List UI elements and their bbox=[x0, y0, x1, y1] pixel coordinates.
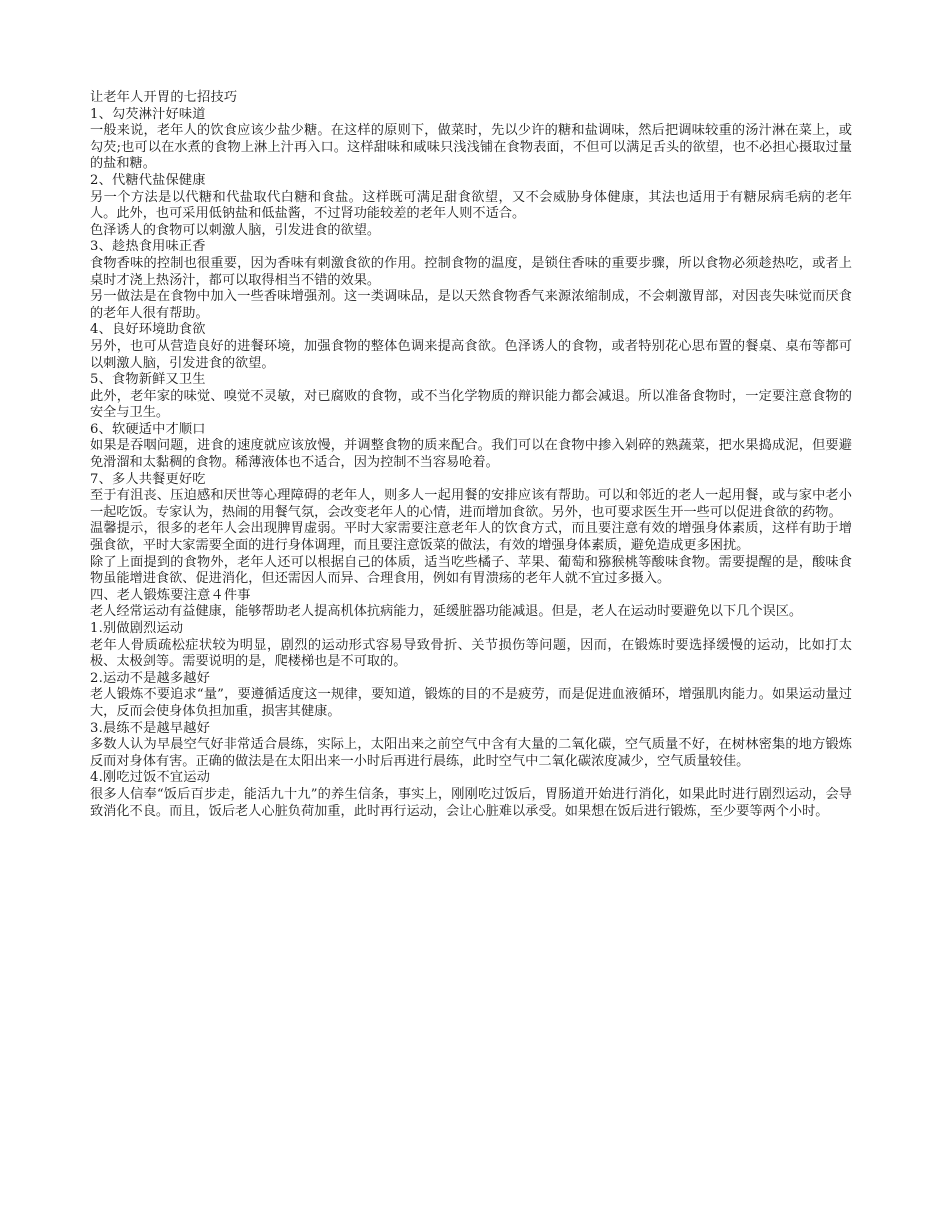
section-heading: 四、老人锻炼要注意４件事 bbox=[90, 587, 251, 603]
paragraph: 如果是吞咽问题，进食的速度就应该放慢，并调整食物的质来配合。我们可以在食物中掺入剁碎的熟蔬菜，把水果捣成泥，但要避免滑溜和太黏稠的食物。稀薄液体也不适合，因为控制不当容易呛着。 bbox=[90, 438, 852, 471]
section-heading: 6、软硬适中才顺口 bbox=[90, 421, 206, 437]
paragraph: 至于有沮丧、压迫感和厌世等心理障碍的老年人，则多人一起用餐的安排应该有帮助。可以和邻近的老人一起用餐，或与家中老小一起吃饭。专家认为，热闹的用餐气氛，会改变老年人的心情，进而增加食欲。另外，也可要求医生开一些可以促进食欲的药物。 bbox=[90, 488, 852, 520]
paragraph: 老人锻炼不要追求“量”，要遵循适度这一规律，要知道，锻炼的目的不是疲劳，而是促进血液循环，增强肌肉能力。如果运动量过大，反而会使身体负担加重，损害其健康。 bbox=[90, 687, 852, 719]
paragraph: 另一个方法是以代糖和代盐取代白糖和食盐。这样既可满足甜食欲望，又不会威胁身体健康，其法也适用于有糖尿病毛病的老年人。此外，也可采用低钠盐和低盐酱，不过肾功能较差的老年人则不适合。 bbox=[90, 189, 852, 222]
paragraph: 老人经常运动有益健康，能够帮助老人提高机体抗病能力，延缓脏器功能减退。但是，老人在运动时要避免以下几个误区。 bbox=[90, 604, 803, 620]
paragraph: 温馨提示，很多的老年人会出现脾胃虚弱。平时大家需要注意老年人的饮食方式，而且要注意有效的增强身体素质，这样有助于增强食欲，平时大家需要全面的进行身体调理，而且要注意饭菜的做法，有效的增强身体素质，避免造成更多困扰。 bbox=[90, 521, 852, 554]
paragraph: 一般来说，老年人的饮食应该少盐少糖。在这样的原则下，做菜时，先以少许的糖和盐调味，然后把调味较重的汤汁淋在菜上，或勾芡;也可以在水煮的食物上淋上汁再入口。这样甜味和咸味只浅浅铺在食物表面，不但可以满足舌头的欲望，也不必担心摄取过量的盐和糖。 bbox=[90, 123, 852, 172]
section-heading: 4.刚吃过饭不宜运动 bbox=[90, 770, 211, 786]
document-body bbox=[90, 90, 852, 820]
document-content bbox=[90, 107, 852, 821]
section-heading: 2.运动不是越多越好 bbox=[90, 670, 211, 686]
section-heading: 5、食物新鲜又卫生 bbox=[90, 372, 206, 388]
paragraph: 此外，老年家的味觉、嗅觉不灵敏，对已腐败的食物，或不当化学物质的辩识能力都会减退。所以准备食物时，一定要注意食物的安全与卫生。 bbox=[90, 388, 852, 421]
paragraph: 多数人认为早晨空气好非常适合晨练，实际上，太阳出来之前空气中含有大量的二氧化碳，空气质量不好，在树林密集的地方锻炼反而对身体有害。正确的做法是在太阳出来一小时后再进行晨练，此时空气中二氧化碳浓度减少，空气质量较佳。 bbox=[90, 737, 852, 769]
paragraph: 另外，也可从营造良好的进餐环境，加强食物的整体色调来提高食欲。色泽诱人的食物，或者特别花心思布置的餐桌、桌布等都可以刺激人脑，引发进食的欲望。 bbox=[90, 338, 852, 371]
section-heading: 7、多人共餐更好吃 bbox=[90, 471, 206, 487]
section-heading: 1、勾芡淋汁好味道 bbox=[90, 106, 206, 122]
paragraph: 很多人信奉“饭后百步走，能活九十九”的养生信条，事实上，刚刚吃过饭后，胃肠道开始进行消化，如果此时进行剧烈运动，会导致消化不良。而且，饭后老人心脏负荷加重，此时再行运动，会让心脏难以承受。如果想在饭后进行锻炼，至少要等两个小时。 bbox=[90, 786, 852, 819]
section-heading: 1.别做剧烈运动 bbox=[90, 621, 184, 636]
section-heading: 3.晨练不是越早越好 bbox=[90, 720, 211, 736]
paragraph: 老年人骨质疏松症状较为明显，剧烈的运动形式容易导致骨折、关节损伤等问题，因而，在锻炼时要选择缓慢的运动，比如打太极、太极剑等。需要说明的是，爬楼梯也是不可取的。 bbox=[90, 637, 852, 670]
paragraph: 食物香味的控制也很重要，因为香味有刺激食欲的作用。控制食物的温度，是锁住香味的重要步骤，所以食物必须趁热吃，或者上桌时才浇上热汤汁，都可以取得相当不错的效果。 bbox=[90, 255, 852, 288]
paragraph: 色泽诱人的食物可以刺激人脑，引发进食的欲望。 bbox=[90, 222, 381, 238]
section-heading: 3、趁热食用味正香 bbox=[90, 239, 206, 255]
section-heading: 4、良好环境助食欲 bbox=[90, 322, 206, 338]
document-title: 让老年人开胃的七招技巧 bbox=[90, 90, 238, 105]
section-heading: 2、代糖代盐保健康 bbox=[90, 172, 206, 188]
paragraph: 除了上面提到的食物外，老年人还可以根据自己的体质，适当吃些橘子、苹果、葡萄和猕猴桃等酸味食物。需要提醒的是，酸味食物虽能增进食欲、促进消化，但还需因人而异、合理食用，例如有胃溃疡的老年人就不宜过多摄入。 bbox=[90, 554, 852, 587]
paragraph: 另一做法是在食物中加入一些香味增强剂。这一类调味品，是以天然食物香气来源浓缩制成，不会刺激胃部，对因丧失味觉而厌食的老年人很有帮助。 bbox=[90, 289, 852, 321]
